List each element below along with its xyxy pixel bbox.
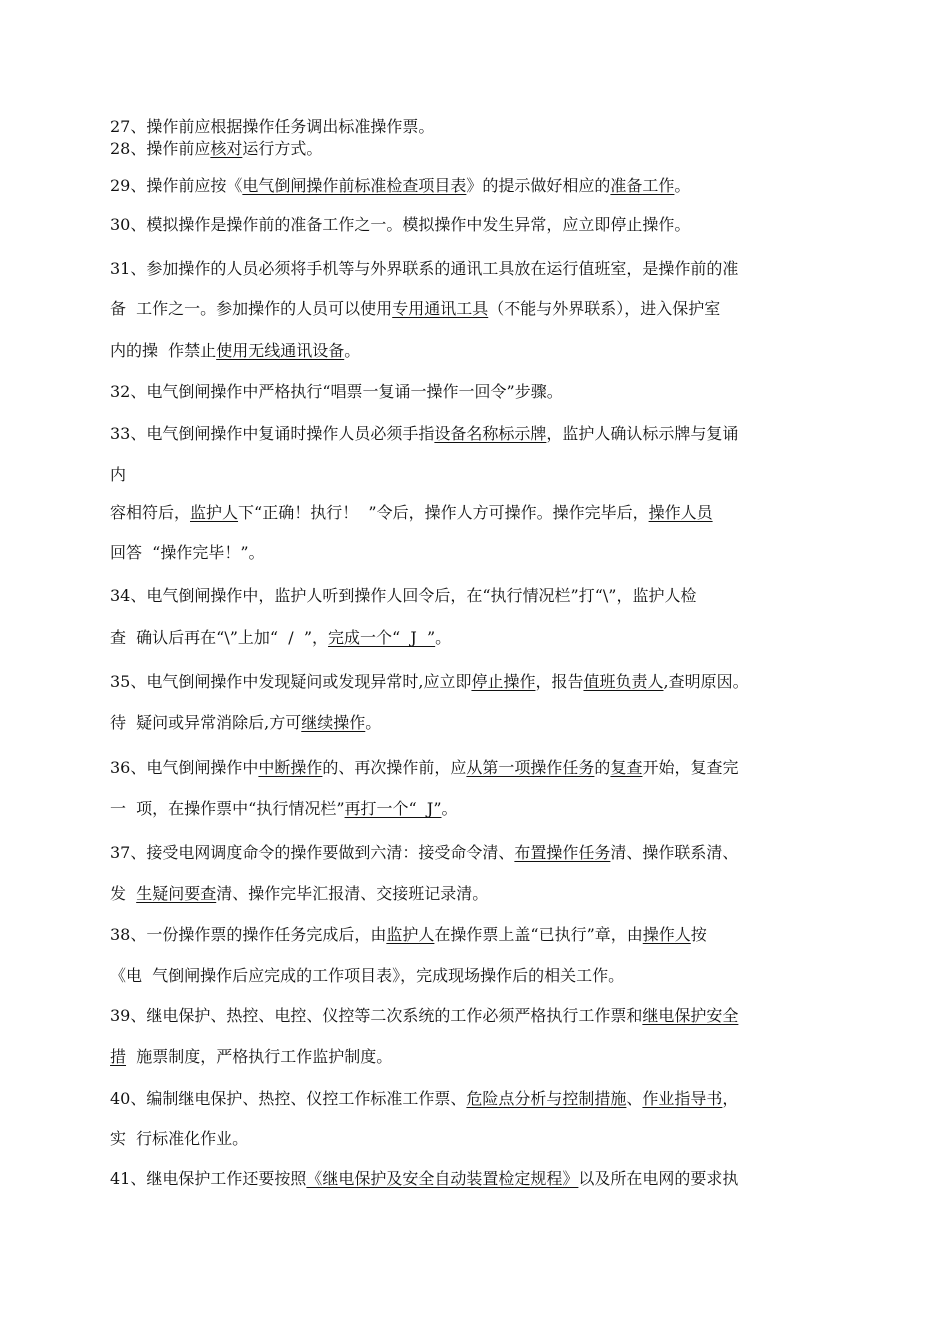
text-segment: 38、一份操作票的操作任务完成后，由 bbox=[110, 925, 387, 944]
text-line-25 bbox=[110, 1089, 738, 1109]
text-segment: 32、电气倒闸操作中严格执行“唱票一复诵一操作一回令”步骤。 bbox=[110, 382, 563, 401]
text-segment: 37、接受电网调度命令的操作要做到六清：接受命令清、 bbox=[110, 843, 515, 862]
text-segment: 在操作票上盖“已执行”章，由 bbox=[434, 925, 643, 944]
text-line-1 bbox=[110, 117, 434, 137]
underlined-blank: 危险点分析与控制措施 bbox=[466, 1089, 627, 1108]
text-line-10 bbox=[110, 465, 126, 485]
text-line-3 bbox=[110, 176, 690, 196]
underlined-blank: 操作人 bbox=[642, 925, 691, 944]
underlined-blank: 监护人 bbox=[190, 503, 239, 522]
text-line-11 bbox=[110, 503, 713, 523]
text-segment: 的、再次操作前，应 bbox=[322, 758, 467, 777]
text-segment: （不能与外界联系），进入保护室 bbox=[488, 299, 721, 318]
underlined-blank: 专用通讯工具 bbox=[392, 299, 489, 318]
text-segment: 。 bbox=[441, 799, 458, 818]
text-segment: 下“正确！执行！ ”令后，操作人方可操作。操作完毕后， bbox=[238, 503, 649, 522]
text-line-8 bbox=[110, 382, 563, 402]
text-segment: ，监护人确认标示牌与复诵 bbox=[546, 424, 739, 443]
text-line-16 bbox=[110, 713, 381, 733]
underlined-blank: 设备名称标示牌 bbox=[434, 424, 547, 443]
text-segment: 36、电气倒闸操作中 bbox=[110, 758, 259, 777]
underlined-blank: 使用无线通讯设备 bbox=[216, 341, 345, 360]
text-segment: 35、电气倒闸操作中发现疑问或发现异常时,应立即 bbox=[110, 672, 472, 691]
text-segment: 运行方式。 bbox=[242, 139, 323, 158]
underlined-blank: 再打一个“ J” bbox=[344, 799, 442, 818]
text-line-9 bbox=[110, 424, 738, 444]
text-segment: 29、操作前应按《 bbox=[110, 176, 243, 195]
underlined-blank: 准备工作 bbox=[610, 176, 675, 195]
underlined-blank: 值班负责人 bbox=[583, 672, 664, 691]
text-segment: ,查明原因。 bbox=[663, 672, 749, 691]
text-segment: 28、操作前应 bbox=[110, 139, 211, 158]
underlined-blank: 监护人 bbox=[386, 925, 435, 944]
text-line-21 bbox=[110, 925, 707, 945]
underlined-blank: 电气倒闸操作前标准检查项目表 bbox=[242, 176, 467, 195]
underlined-blank: 作业指导书 bbox=[642, 1089, 723, 1108]
text-line-6 bbox=[110, 299, 720, 319]
underlined-blank: 停止操作 bbox=[471, 672, 536, 691]
text-segment: ，报告 bbox=[535, 672, 584, 691]
text-segment: 。 bbox=[365, 713, 382, 732]
underlined-blank: 继电保护安全 bbox=[642, 1006, 739, 1025]
text-line-4 bbox=[110, 215, 690, 235]
text-segment: 》的提示做好相应的 bbox=[466, 176, 611, 195]
text-segment: 回答 “操作完毕！”。 bbox=[110, 543, 265, 562]
underlined-blank: 复查 bbox=[610, 758, 643, 777]
text-line-17 bbox=[110, 758, 738, 778]
text-segment: 30、模拟操作是操作前的准备工作之一。模拟操作中发生异常，应立即停止操作。 bbox=[110, 215, 691, 234]
text-line-23 bbox=[110, 1006, 738, 1026]
text-segment: 。 bbox=[344, 341, 361, 360]
underlined-blank: 中断操作 bbox=[258, 758, 323, 777]
text-segment: 27、操作前应根据操作任务调出标准操作票。 bbox=[110, 117, 435, 136]
text-line-22 bbox=[110, 966, 624, 986]
text-segment: 内 bbox=[110, 465, 127, 484]
text-line-19 bbox=[110, 843, 738, 863]
text-segment: 。 bbox=[435, 628, 452, 647]
text-segment: 发 bbox=[110, 884, 137, 903]
text-segment: 40、编制继电保护、热控、仪控工作标准工作票、 bbox=[110, 1089, 467, 1108]
text-line-26 bbox=[110, 1129, 248, 1149]
text-line-12 bbox=[110, 543, 265, 563]
text-segment: 内的操 作禁止 bbox=[110, 341, 217, 360]
underlined-blank: 生疑问要查 bbox=[136, 884, 217, 903]
text-segment: 按 bbox=[690, 925, 707, 944]
text-line-24 bbox=[110, 1047, 392, 1067]
text-line-5 bbox=[110, 259, 738, 279]
underlined-blank: 布置操作任务 bbox=[514, 843, 611, 862]
text-line-27 bbox=[110, 1169, 738, 1189]
text-segment: 39、继电保护、热控、电控、仪控等二次系统的工作必须严格执行工作票和 bbox=[110, 1006, 643, 1025]
text-segment: ， bbox=[722, 1089, 739, 1108]
text-segment: 待 疑问或异常消除后,方可 bbox=[110, 713, 302, 732]
text-segment: 41、继电保护工作还要按照 bbox=[110, 1169, 307, 1188]
underlined-blank: 措 bbox=[110, 1047, 127, 1066]
underlined-blank: 《继电保护及安全自动装置检定规程》 bbox=[306, 1169, 579, 1188]
text-line-7 bbox=[110, 341, 360, 361]
text-segment: 开始，复查完 bbox=[642, 758, 739, 777]
underlined-blank: 继续操作 bbox=[301, 713, 366, 732]
text-line-15 bbox=[110, 672, 749, 692]
text-line-13 bbox=[110, 586, 696, 606]
underlined-blank: 核对 bbox=[210, 139, 243, 158]
text-segment: 的 bbox=[594, 758, 611, 777]
text-segment: 31、参加操作的人员必须将手机等与外界联系的通讯工具放在运行值班室，是操作前的准 bbox=[110, 259, 739, 278]
text-segment: 容相符后， bbox=[110, 503, 191, 522]
underlined-blank: 操作人员 bbox=[648, 503, 713, 522]
text-segment: 清、操作完毕汇报清、交接班记录清。 bbox=[216, 884, 489, 903]
text-line-20 bbox=[110, 884, 488, 904]
underlined-blank: 从第一项操作任务 bbox=[466, 758, 595, 777]
text-segment: 34、电气倒闸操作中，监护人听到操作人回令后，在“执行情况栏”打“\”，监护人检 bbox=[110, 586, 697, 605]
text-segment: 以及所在电网的要求执 bbox=[578, 1169, 739, 1188]
text-segment: 一 项，在操作票中“执行情况栏” bbox=[110, 799, 345, 818]
text-segment: 《电 气倒闸操作后应完成的工作项目表》，完成现场操作后的相关工作。 bbox=[110, 966, 625, 985]
text-segment: 清、操作联系清、 bbox=[610, 843, 739, 862]
underlined-blank: 完成一个“ J ” bbox=[328, 628, 436, 647]
text-segment: 33、电气倒闸操作中复诵时操作人员必须手指 bbox=[110, 424, 435, 443]
text-line-2 bbox=[110, 139, 322, 159]
text-line-18 bbox=[110, 799, 458, 819]
text-segment: 查 确认后再在“\”上加“ / ”， bbox=[110, 628, 329, 647]
text-segment: 、 bbox=[626, 1089, 643, 1108]
text-segment: 施票制度，严格执行工作监护制度。 bbox=[126, 1047, 393, 1066]
text-line-14 bbox=[110, 628, 451, 648]
text-segment: 。 bbox=[674, 176, 691, 195]
text-segment: 实 行标准化作业。 bbox=[110, 1129, 249, 1148]
text-segment: 备 工作之一。参加操作的人员可以使用 bbox=[110, 299, 393, 318]
